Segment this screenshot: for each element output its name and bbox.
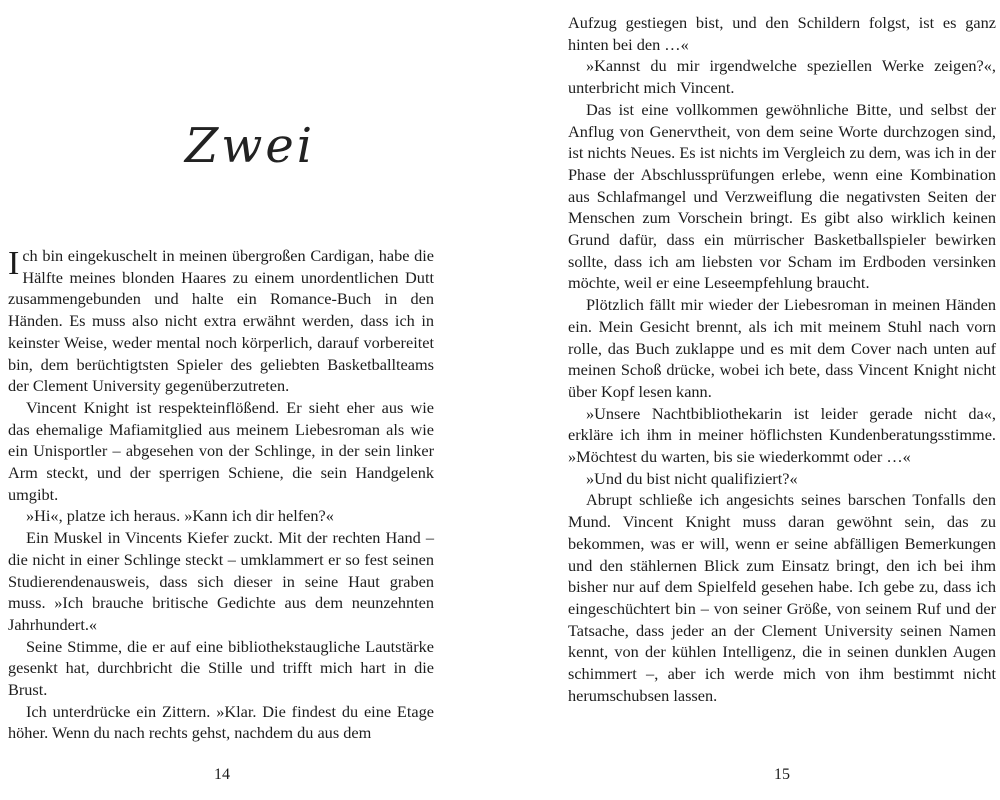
right-page [500,0,1000,800]
paragraph-text: ch bin eingekuschelt in meinen übergroßen Cardigan, habe die Hälfte meines blonden Haares zu einem unordentlichen Dutt zusammengebunden und halte ein Romance-Buch in den Händen. Es muss also nicht extra erwähnt werden, dass ich in keinster Weise, weder mental noch körperlich, darauf vorbereitet bin, dem berüchtigtsten Spieler des geliebten Basketballteams der Clement University gegenüberzutreten. [8,246,434,396]
paragraph: Ich unterdrücke ein Zittern. »Klar. Die findest du eine Etage höher. Wenn du nach rechts gehst, nachdem du aus dem [8,701,434,743]
page-number: 15 [774,766,790,783]
paragraph: »Hi«, platze ich heraus. »Kann ich dir helfen?« [26,506,334,526]
left-page-text [8,245,434,744]
paragraph: Ein Muskel in Vincents Kiefer zuckt. Mit der rechten Hand – die nicht in einer Schlinge steckt – umklammert er so fest seinen Studierendenausweis, dass sich dieser in seine Haut graben muss. »Ich brauche britische Gedichte aus dem neunzehnten Jahrhundert.« [8,528,434,634]
paragraph: »Unsere Nachtbibliothekarin ist leider gerade nicht da«, erkläre ich ihm in meiner höflichsten Kundenberatungsstimme. »Möchtest du warten, bis sie wiederkommt oder …« [568,403,996,467]
right-page-text [568,12,996,707]
paragraph: Das ist eine vollkommen gewöhnliche Bitte, und selbst der Anflug von Genervtheit, von dem seine Worte durchzogen sind, ist nichts Neues. Es ist nichts im Vergleich zu dem, was ich in der Phase der Abschlussprüfungen erlebe, wenn eine Kombination aus Schlafmangel und Verzweiflung die negativsten Seiten der Menschen zum Vorschein bringt. Es gibt also wirklich keinen Grund dafür, dass ein mürrischer Basketballspieler bewirken sollte, dass ich am liebsten vor Scham im Erdboden versinken möchte, weil er eine Leseempfehlung braucht. [568,99,996,293]
chapter-title: Zwei [184,118,316,174]
paragraph: »Kannst du mir irgendwelche speziellen Werke zeigen?«, unterbricht mich Vincent. [568,56,996,98]
page-number: 14 [214,766,230,783]
paragraph: Abrupt schließe ich angesichts seines barschen Tonfalls den Mund. Vincent Knight muss daran gewöhnt sein, das zu bekommen, was er will, wenn er seine abfälligen Bemerkungen und den stählernen Blick zum Einsatz bringt, den ich bei ihm bisher nur auf dem Spielfeld gesehen habe. Ich gebe zu, dass ich eingeschüchtert bin – von seiner Größe, von seinem Ruf und der Tatsache, dass jeder an der Clement University seinen Namen kennt, von der kühlen Intelligenz, die in seinen dunklen Augen schimmert –, aber ich werde mich von ihm bestimmt nicht herumschubsen lassen. [568,490,996,705]
dropcap-letter: I [8,245,20,282]
paragraph: Seine Stimme, die er auf eine bibliothekstaugliche Lautstärke gesenkt hat, durchbricht die Stille und trifft mich hart in die Brust. [8,636,434,700]
paragraph [8,245,434,397]
paragraph: Vincent Knight ist respekteinflößend. Er sieht eher aus wie das ehemalige Mafiamitglied aus meinem Liebesroman als wie ein Unisportler – abgesehen von der Schlinge, in der sein linker Arm steckt, und der sperrigen Schiene, die sein Handgelenk umgibt. [8,397,434,504]
paragraph: Plötzlich fällt mir wieder der Liebesroman in meinen Händen ein. Mein Gesicht brennt, als ich mit meinem Stuhl nach vorn rolle, das Buch zuklappe und es mit dem Cover nach unten auf meinen Schoß drücke, wobei ich bete, dass Vincent Knight nicht über Kopf lesen kann. [568,295,996,401]
paragraph: Aufzug gestiegen bist, und den Schildern folgst, ist es ganz hinten bei den …« [568,13,996,54]
paragraph: »Und du bist nicht qualifiziert?« [586,468,798,488]
